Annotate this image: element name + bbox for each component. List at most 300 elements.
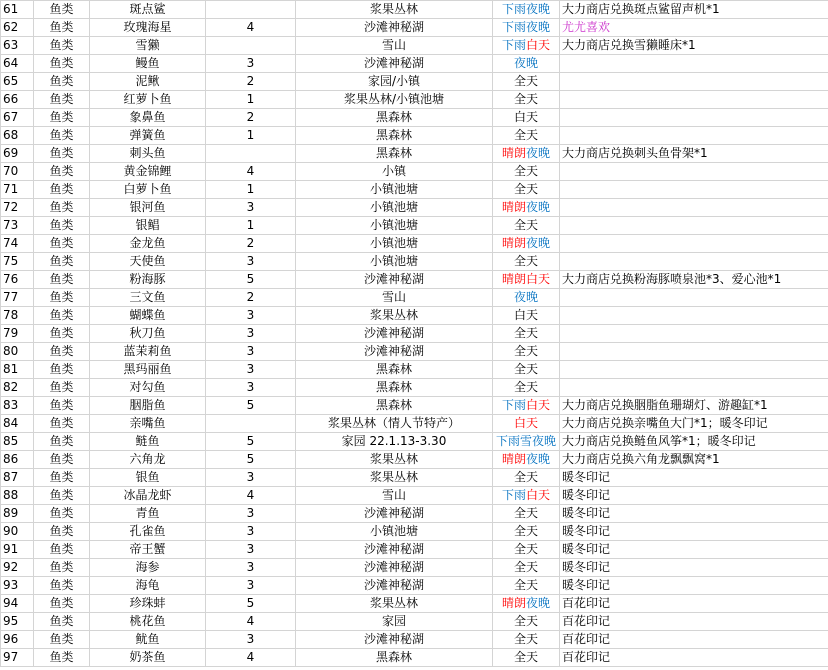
location-cell[interactable]: 沙滩神秘湖 xyxy=(296,631,493,649)
location-cell[interactable]: 黑森林 xyxy=(296,397,493,415)
location-cell[interactable]: 黑森林 xyxy=(296,109,493,127)
fish-name-cell[interactable]: 海龟 xyxy=(90,577,206,595)
location-cell[interactable]: 沙滩神秘湖 xyxy=(296,19,493,37)
note-cell[interactable] xyxy=(560,163,828,181)
category-cell[interactable]: 鱼类 xyxy=(34,217,90,235)
time-segment: 全天 xyxy=(513,506,538,520)
table-row xyxy=(1,325,828,343)
level-cell[interactable] xyxy=(206,415,296,433)
location-cell[interactable]: 家园 22.1.13-3.30 xyxy=(296,433,493,451)
row-number-cell[interactable]: 95 xyxy=(1,613,34,631)
location-cell[interactable]: 沙滩神秘湖 xyxy=(296,343,493,361)
fish-name-cell[interactable]: 黑玛丽鱼 xyxy=(90,361,206,379)
table-row xyxy=(1,1,828,19)
level-cell[interactable]: 1 xyxy=(206,181,296,199)
location-cell[interactable]: 浆果丛林 xyxy=(296,595,493,613)
category-cell[interactable]: 鱼类 xyxy=(34,19,90,37)
location-cell[interactable]: 黑森林 xyxy=(296,361,493,379)
location-cell[interactable]: 沙滩神秘湖 xyxy=(296,271,493,289)
location-cell[interactable]: 浆果丛林/小镇池塘 xyxy=(296,91,493,109)
fish-name-cell[interactable]: 银鲳 xyxy=(90,217,206,235)
category-cell[interactable]: 鱼类 xyxy=(34,541,90,559)
fish-name-cell[interactable]: 刺头鱼 xyxy=(90,145,206,163)
note-cell[interactable]: 大力商店兑换斑点鲨留声机*1 xyxy=(560,1,828,19)
category-cell[interactable]: 鱼类 xyxy=(34,631,90,649)
note-cell[interactable]: 尤尤喜欢 xyxy=(560,19,828,37)
category-cell[interactable]: 鱼类 xyxy=(34,145,90,163)
location-cell[interactable]: 浆果丛林 xyxy=(296,451,493,469)
level-cell[interactable]: 2 xyxy=(206,109,296,127)
time-segment: 全天 xyxy=(513,542,538,556)
time-cell[interactable] xyxy=(493,595,560,613)
location-cell[interactable]: 沙滩神秘湖 xyxy=(296,577,493,595)
time-cell[interactable] xyxy=(493,469,560,487)
row-number-cell[interactable]: 63 xyxy=(1,37,34,55)
note-cell[interactable]: 大力商店兑换刺头鱼骨架*1 xyxy=(560,145,828,163)
fish-name-cell[interactable]: 青鱼 xyxy=(90,505,206,523)
time-segment: 晴朗 xyxy=(501,200,526,214)
time-cell[interactable] xyxy=(493,199,560,217)
fish-name-cell[interactable]: 玫瑰海星 xyxy=(90,19,206,37)
row-number-cell[interactable]: 86 xyxy=(1,451,34,469)
category-cell[interactable]: 鱼类 xyxy=(34,469,90,487)
category-cell[interactable]: 鱼类 xyxy=(34,415,90,433)
location-cell[interactable]: 黑森林 xyxy=(296,127,493,145)
note-cell[interactable]: 暖冬印记 xyxy=(560,559,828,577)
time-cell[interactable] xyxy=(493,307,560,325)
time-cell[interactable] xyxy=(493,289,560,307)
location-cell[interactable]: 黑森林 xyxy=(296,145,493,163)
time-cell[interactable] xyxy=(493,109,560,127)
fish-name-cell[interactable]: 孔雀鱼 xyxy=(90,523,206,541)
note-cell[interactable] xyxy=(560,307,828,325)
row-number-cell[interactable]: 80 xyxy=(1,343,34,361)
time-segment: 白天 xyxy=(513,308,538,322)
category-cell[interactable]: 鱼类 xyxy=(34,649,90,667)
category-cell[interactable]: 鱼类 xyxy=(34,505,90,523)
category-cell[interactable]: 鱼类 xyxy=(34,1,90,19)
level-cell[interactable]: 3 xyxy=(206,253,296,271)
row-number-cell[interactable]: 94 xyxy=(1,595,34,613)
category-cell[interactable]: 鱼类 xyxy=(34,379,90,397)
fish-name-cell[interactable]: 对勾鱼 xyxy=(90,379,206,397)
location-cell[interactable]: 小镇池塘 xyxy=(296,199,493,217)
time-cell[interactable] xyxy=(493,145,560,163)
time-cell[interactable] xyxy=(493,433,560,451)
level-cell[interactable]: 3 xyxy=(206,325,296,343)
fish-name-cell[interactable]: 泥鳅 xyxy=(90,73,206,91)
category-cell[interactable]: 鱼类 xyxy=(34,451,90,469)
fish-name-cell[interactable]: 象鼻鱼 xyxy=(90,109,206,127)
category-cell[interactable]: 鱼类 xyxy=(34,523,90,541)
time-segment: 夜晚 xyxy=(526,146,551,160)
level-cell[interactable]: 4 xyxy=(206,19,296,37)
note-cell[interactable] xyxy=(560,109,828,127)
location-cell[interactable]: 雪山 xyxy=(296,37,493,55)
row-number-cell[interactable]: 68 xyxy=(1,127,34,145)
location-cell[interactable]: 浆果丛林 xyxy=(296,1,493,19)
location-cell[interactable]: 黑森林 xyxy=(296,379,493,397)
time-cell[interactable] xyxy=(493,73,560,91)
location-cell[interactable]: 雪山 xyxy=(296,289,493,307)
fish-name-cell[interactable]: 冰晶龙虾 xyxy=(90,487,206,505)
category-cell[interactable]: 鱼类 xyxy=(34,343,90,361)
time-cell[interactable] xyxy=(493,127,560,145)
location-cell[interactable]: 家园 xyxy=(296,613,493,631)
row-number-cell[interactable]: 69 xyxy=(1,145,34,163)
row-number-cell[interactable]: 71 xyxy=(1,181,34,199)
time-segment: 全天 xyxy=(513,560,538,574)
category-cell[interactable]: 鱼类 xyxy=(34,253,90,271)
time-cell[interactable] xyxy=(493,649,560,667)
category-cell[interactable]: 鱼类 xyxy=(34,37,90,55)
row-number-cell[interactable]: 70 xyxy=(1,163,34,181)
level-cell[interactable]: 3 xyxy=(206,631,296,649)
time-segment: 下雨 xyxy=(501,398,526,412)
level-cell[interactable]: 3 xyxy=(206,379,296,397)
level-cell[interactable]: 1 xyxy=(206,217,296,235)
note-cell[interactable] xyxy=(560,343,828,361)
fish-name-cell[interactable]: 鳗鱼 xyxy=(90,55,206,73)
note-cell[interactable] xyxy=(560,361,828,379)
category-cell[interactable]: 鱼类 xyxy=(34,55,90,73)
time-cell[interactable] xyxy=(493,559,560,577)
location-cell[interactable]: 小镇池塘 xyxy=(296,523,493,541)
fish-name-cell[interactable]: 胭脂鱼 xyxy=(90,397,206,415)
table-row xyxy=(1,595,828,613)
row-number-cell[interactable]: 92 xyxy=(1,559,34,577)
location-cell[interactable]: 小镇 xyxy=(296,163,493,181)
time-segment: 夜晚 xyxy=(526,596,551,610)
note-cell[interactable]: 暖冬印记 xyxy=(560,523,828,541)
note-cell[interactable]: 大力商店兑换粉海豚喷泉池*3、爱心池*1 xyxy=(560,271,828,289)
time-segment: 夜晚 xyxy=(526,200,551,214)
level-cell[interactable]: 3 xyxy=(206,523,296,541)
time-segment: 全天 xyxy=(513,92,538,106)
fish-name-cell[interactable]: 奶茶鱼 xyxy=(90,649,206,667)
fish-name-cell[interactable]: 红萝卜鱼 xyxy=(90,91,206,109)
location-cell[interactable]: 黑森林 xyxy=(296,649,493,667)
row-number-cell[interactable]: 77 xyxy=(1,289,34,307)
note-cell[interactable]: 大力商店兑换六角龙飘飘窝*1 xyxy=(560,451,828,469)
category-cell[interactable]: 鱼类 xyxy=(34,613,90,631)
level-cell[interactable]: 2 xyxy=(206,235,296,253)
category-cell[interactable]: 鱼类 xyxy=(34,325,90,343)
time-cell[interactable] xyxy=(493,415,560,433)
category-cell[interactable]: 鱼类 xyxy=(34,559,90,577)
category-cell[interactable]: 鱼类 xyxy=(34,91,90,109)
time-cell[interactable] xyxy=(493,577,560,595)
category-cell[interactable]: 鱼类 xyxy=(34,289,90,307)
location-cell[interactable]: 家园/小镇 xyxy=(296,73,493,91)
row-number-cell[interactable]: 89 xyxy=(1,505,34,523)
time-cell[interactable] xyxy=(493,163,560,181)
time-cell[interactable] xyxy=(493,217,560,235)
category-cell[interactable]: 鱼类 xyxy=(34,199,90,217)
level-cell[interactable]: 4 xyxy=(206,487,296,505)
time-cell[interactable] xyxy=(493,91,560,109)
fish-name-cell[interactable]: 秋刀鱼 xyxy=(90,325,206,343)
row-number-cell[interactable]: 65 xyxy=(1,73,34,91)
note-cell[interactable] xyxy=(560,127,828,145)
row-number-cell[interactable]: 66 xyxy=(1,91,34,109)
note-cell[interactable]: 百花印记 xyxy=(560,595,828,613)
fish-name-cell[interactable]: 银鱼 xyxy=(90,469,206,487)
time-cell[interactable] xyxy=(493,19,560,37)
table-row xyxy=(1,91,828,109)
level-cell[interactable]: 3 xyxy=(206,559,296,577)
table-row xyxy=(1,361,828,379)
row-number-cell[interactable]: 67 xyxy=(1,109,34,127)
time-cell[interactable] xyxy=(493,397,560,415)
fish-name-cell[interactable]: 三文鱼 xyxy=(90,289,206,307)
row-number-cell[interactable]: 72 xyxy=(1,199,34,217)
row-number-cell[interactable]: 88 xyxy=(1,487,34,505)
note-cell[interactable]: 暖冬印记 xyxy=(560,505,828,523)
location-cell[interactable]: 沙滩神秘湖 xyxy=(296,505,493,523)
fish-name-cell[interactable]: 桃花鱼 xyxy=(90,613,206,631)
time-segment: 全天 xyxy=(513,164,538,178)
level-cell[interactable]: 5 xyxy=(206,433,296,451)
time-cell[interactable] xyxy=(493,379,560,397)
category-cell[interactable]: 鱼类 xyxy=(34,397,90,415)
note-cell[interactable] xyxy=(560,55,828,73)
time-segment: 下雨 xyxy=(501,38,526,52)
row-number-cell[interactable]: 62 xyxy=(1,19,34,37)
level-cell[interactable]: 3 xyxy=(206,55,296,73)
time-segment: 夜晚 xyxy=(513,290,538,304)
note-cell[interactable] xyxy=(560,199,828,217)
category-cell[interactable]: 鱼类 xyxy=(34,163,90,181)
time-cell[interactable] xyxy=(493,631,560,649)
time-cell[interactable] xyxy=(493,253,560,271)
note-cell[interactable] xyxy=(560,235,828,253)
time-segment: 白天 xyxy=(513,416,538,430)
level-cell[interactable]: 5 xyxy=(206,397,296,415)
table-body xyxy=(1,1,828,667)
note-cell[interactable] xyxy=(560,289,828,307)
fish-name-cell[interactable]: 雪獭 xyxy=(90,37,206,55)
time-cell[interactable] xyxy=(493,451,560,469)
time-cell[interactable] xyxy=(493,181,560,199)
fish-name-cell[interactable]: 六角龙 xyxy=(90,451,206,469)
fish-name-cell[interactable]: 帝王蟹 xyxy=(90,541,206,559)
table-row xyxy=(1,271,828,289)
time-cell[interactable] xyxy=(493,541,560,559)
note-cell[interactable] xyxy=(560,217,828,235)
location-cell[interactable]: 小镇池塘 xyxy=(296,217,493,235)
location-cell[interactable]: 浆果丛林 xyxy=(296,469,493,487)
table-row xyxy=(1,145,828,163)
level-cell[interactable]: 3 xyxy=(206,361,296,379)
note-cell[interactable]: 暖冬印记 xyxy=(560,541,828,559)
level-cell[interactable]: 4 xyxy=(206,613,296,631)
time-cell[interactable] xyxy=(493,325,560,343)
table-row xyxy=(1,505,828,523)
table-row xyxy=(1,343,828,361)
category-cell[interactable]: 鱼类 xyxy=(34,73,90,91)
row-number-cell[interactable]: 83 xyxy=(1,397,34,415)
note-cell[interactable] xyxy=(560,91,828,109)
location-cell[interactable]: 沙滩神秘湖 xyxy=(296,541,493,559)
level-cell[interactable]: 4 xyxy=(206,163,296,181)
table-row xyxy=(1,631,828,649)
level-cell[interactable] xyxy=(206,37,296,55)
location-cell[interactable]: 沙滩神秘湖 xyxy=(296,55,493,73)
table-row xyxy=(1,397,828,415)
fish-name-cell[interactable]: 银河鱼 xyxy=(90,199,206,217)
note-cell[interactable] xyxy=(560,253,828,271)
note-cell[interactable]: 大力商店兑换亲嘴鱼大门*1；暖冬印记 xyxy=(560,415,828,433)
location-cell[interactable]: 沙滩神秘湖 xyxy=(296,559,493,577)
note-cell[interactable]: 暖冬印记 xyxy=(560,577,828,595)
time-segment: 白天 xyxy=(513,110,538,124)
time-segment: 全天 xyxy=(513,362,538,376)
time-cell[interactable] xyxy=(493,343,560,361)
level-cell[interactable]: 2 xyxy=(206,289,296,307)
row-number-cell[interactable]: 79 xyxy=(1,325,34,343)
level-cell[interactable] xyxy=(206,1,296,19)
fish-name-cell[interactable]: 金龙鱼 xyxy=(90,235,206,253)
time-cell[interactable] xyxy=(493,1,560,19)
time-cell[interactable] xyxy=(493,361,560,379)
fish-name-cell[interactable]: 黄金锦鲤 xyxy=(90,163,206,181)
location-cell[interactable]: 浆果丛林（情人节特产） xyxy=(296,415,493,433)
note-cell[interactable] xyxy=(560,325,828,343)
note-cell[interactable] xyxy=(560,73,828,91)
row-number-cell[interactable]: 93 xyxy=(1,577,34,595)
note-cell[interactable]: 百花印记 xyxy=(560,631,828,649)
time-cell[interactable] xyxy=(493,523,560,541)
fish-name-cell[interactable]: 粉海豚 xyxy=(90,271,206,289)
fish-name-cell[interactable]: 鲢鱼 xyxy=(90,433,206,451)
level-cell[interactable]: 3 xyxy=(206,199,296,217)
level-cell[interactable]: 5 xyxy=(206,451,296,469)
note-cell[interactable]: 百花印记 xyxy=(560,649,828,667)
level-cell[interactable]: 2 xyxy=(206,73,296,91)
category-cell[interactable]: 鱼类 xyxy=(34,361,90,379)
category-cell[interactable]: 鱼类 xyxy=(34,595,90,613)
level-cell[interactable]: 3 xyxy=(206,505,296,523)
level-cell[interactable]: 3 xyxy=(206,469,296,487)
row-number-cell[interactable]: 90 xyxy=(1,523,34,541)
category-cell[interactable]: 鱼类 xyxy=(34,109,90,127)
level-cell[interactable]: 1 xyxy=(206,127,296,145)
row-number-cell[interactable]: 73 xyxy=(1,217,34,235)
fish-name-cell[interactable]: 弹簧鱼 xyxy=(90,127,206,145)
row-number-cell[interactable]: 85 xyxy=(1,433,34,451)
row-number-cell[interactable]: 81 xyxy=(1,361,34,379)
level-cell[interactable]: 5 xyxy=(206,595,296,613)
category-cell[interactable]: 鱼类 xyxy=(34,433,90,451)
fish-name-cell[interactable]: 蝴蝶鱼 xyxy=(90,307,206,325)
note-cell[interactable]: 大力商店兑换雪獭睡床*1 xyxy=(560,37,828,55)
fish-name-cell[interactable]: 白萝卜鱼 xyxy=(90,181,206,199)
fish-name-cell[interactable]: 亲嘴鱼 xyxy=(90,415,206,433)
time-segment: 晴朗 xyxy=(501,272,526,286)
row-number-cell[interactable]: 75 xyxy=(1,253,34,271)
table-row xyxy=(1,559,828,577)
location-cell[interactable]: 小镇池塘 xyxy=(296,181,493,199)
level-cell[interactable] xyxy=(206,145,296,163)
level-cell[interactable]: 4 xyxy=(206,649,296,667)
row-number-cell[interactable]: 82 xyxy=(1,379,34,397)
table-row xyxy=(1,307,828,325)
time-segment: 全天 xyxy=(513,182,538,196)
time-segment: 全天 xyxy=(513,650,538,664)
level-cell[interactable]: 3 xyxy=(206,541,296,559)
location-cell[interactable]: 浆果丛林 xyxy=(296,307,493,325)
level-cell[interactable]: 3 xyxy=(206,307,296,325)
category-cell[interactable]: 鱼类 xyxy=(34,307,90,325)
fish-name-cell[interactable]: 天使鱼 xyxy=(90,253,206,271)
table-row xyxy=(1,433,828,451)
row-number-cell[interactable]: 61 xyxy=(1,1,34,19)
fish-name-cell[interactable]: 斑点鲨 xyxy=(90,1,206,19)
time-segment: 全天 xyxy=(513,218,538,232)
location-cell[interactable]: 小镇池塘 xyxy=(296,253,493,271)
note-cell[interactable]: 百花印记 xyxy=(560,613,828,631)
note-cell[interactable]: 大力商店兑换胭脂鱼珊瑚灯、游趣缸*1 xyxy=(560,397,828,415)
category-cell[interactable]: 鱼类 xyxy=(34,487,90,505)
location-cell[interactable]: 小镇池塘 xyxy=(296,235,493,253)
row-number-cell[interactable]: 76 xyxy=(1,271,34,289)
time-cell[interactable] xyxy=(493,37,560,55)
time-segment: 晴朗 xyxy=(501,146,526,160)
fish-name-cell[interactable]: 鱿鱼 xyxy=(90,631,206,649)
note-cell[interactable]: 大力商店兑换鲢鱼风筝*1；暖冬印记 xyxy=(560,433,828,451)
category-cell[interactable]: 鱼类 xyxy=(34,235,90,253)
level-cell[interactable]: 1 xyxy=(206,91,296,109)
time-cell[interactable] xyxy=(493,505,560,523)
table-row xyxy=(1,37,828,55)
note-cell[interactable] xyxy=(560,379,828,397)
category-cell[interactable]: 鱼类 xyxy=(34,127,90,145)
row-number-cell[interactable]: 78 xyxy=(1,307,34,325)
level-cell[interactable]: 5 xyxy=(206,271,296,289)
row-number-cell[interactable]: 87 xyxy=(1,469,34,487)
location-cell[interactable]: 沙滩神秘湖 xyxy=(296,325,493,343)
table-row xyxy=(1,289,828,307)
time-cell[interactable] xyxy=(493,271,560,289)
row-number-cell[interactable]: 91 xyxy=(1,541,34,559)
level-cell[interactable]: 3 xyxy=(206,577,296,595)
table-row xyxy=(1,415,828,433)
level-cell[interactable]: 3 xyxy=(206,343,296,361)
category-cell[interactable]: 鱼类 xyxy=(34,577,90,595)
category-cell[interactable]: 鱼类 xyxy=(34,271,90,289)
time-cell[interactable] xyxy=(493,487,560,505)
location-cell[interactable]: 雪山 xyxy=(296,487,493,505)
time-cell[interactable] xyxy=(493,613,560,631)
row-number-cell[interactable]: 64 xyxy=(1,55,34,73)
note-cell[interactable]: 暖冬印记 xyxy=(560,469,828,487)
category-cell[interactable]: 鱼类 xyxy=(34,181,90,199)
note-cell[interactable] xyxy=(560,181,828,199)
row-number-cell[interactable]: 74 xyxy=(1,235,34,253)
time-cell[interactable] xyxy=(493,55,560,73)
time-segment: 下雨夜晚 xyxy=(501,20,550,34)
row-number-cell[interactable]: 84 xyxy=(1,415,34,433)
fish-name-cell[interactable]: 海参 xyxy=(90,559,206,577)
fish-name-cell[interactable]: 珍珠蚌 xyxy=(90,595,206,613)
note-cell[interactable]: 暖冬印记 xyxy=(560,487,828,505)
row-number-cell[interactable]: 96 xyxy=(1,631,34,649)
time-segment: 全天 xyxy=(513,632,538,646)
fish-name-cell[interactable]: 蓝茉莉鱼 xyxy=(90,343,206,361)
time-cell[interactable] xyxy=(493,235,560,253)
row-number-cell[interactable]: 97 xyxy=(1,649,34,667)
